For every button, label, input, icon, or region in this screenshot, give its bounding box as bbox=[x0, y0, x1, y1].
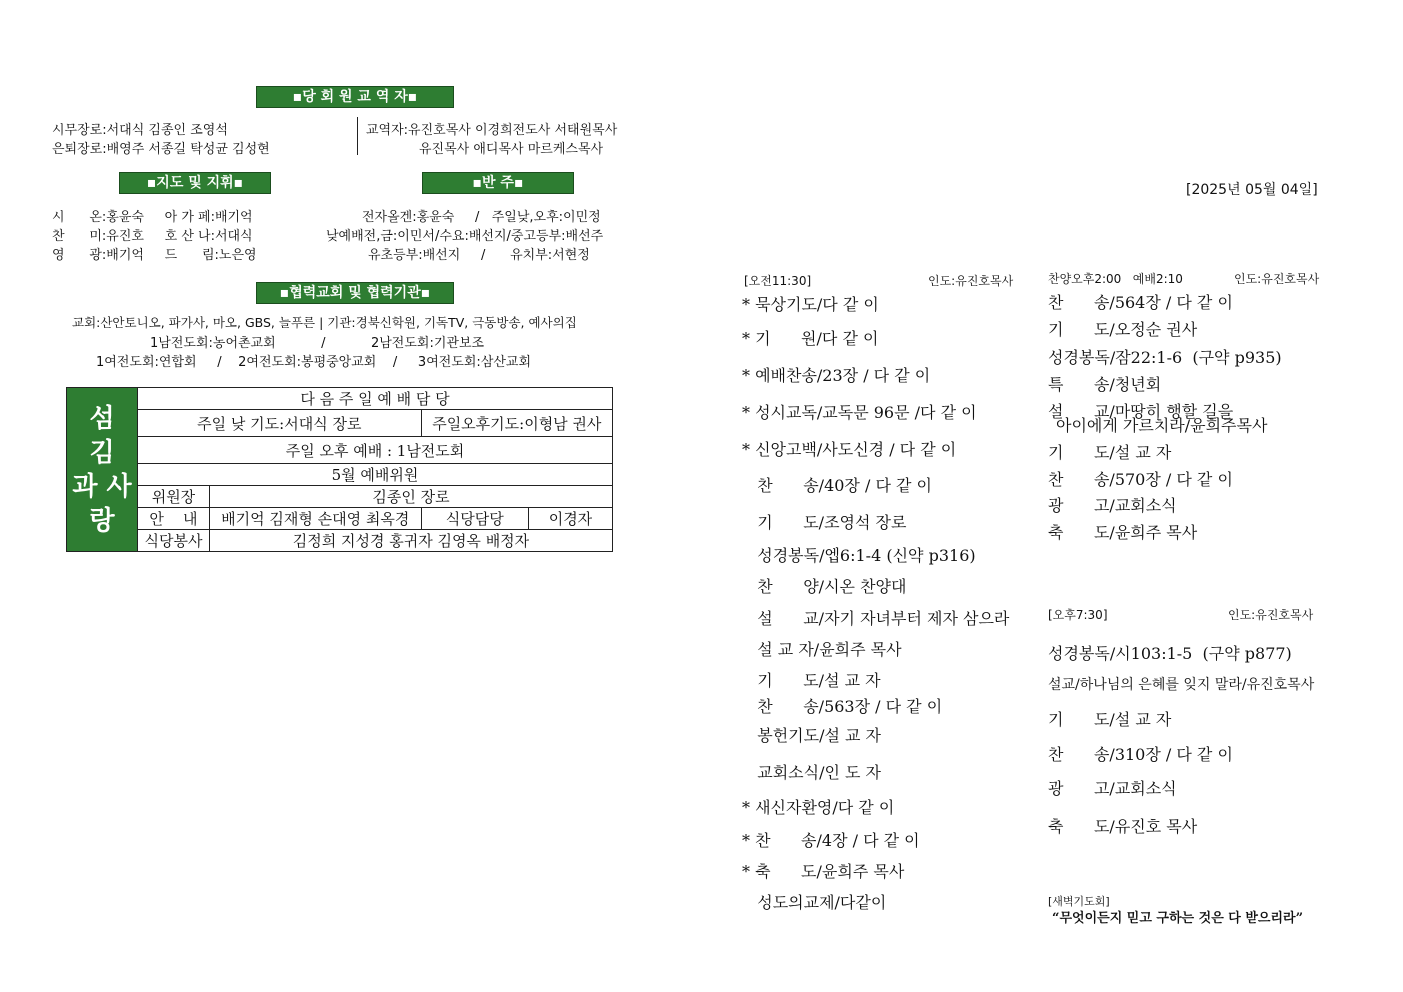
lead-heading: ▪지도 및 지휘▪ bbox=[119, 172, 271, 194]
order-item: 기 도/설 교 자 bbox=[1048, 443, 1172, 462]
staff-line-1: 교역자:유진호목사 이경희전도사 서태원목사 bbox=[366, 123, 618, 138]
accompany-heading: ▪반 주▪ bbox=[422, 172, 574, 194]
order-item: * 묵상기도/다 같 이 bbox=[742, 295, 879, 314]
morning-header-leader: 인도:유진호목사 bbox=[928, 274, 1014, 288]
table-kitchen-label: 식당담당 bbox=[421, 508, 528, 530]
table-prayer-noon: 주일 낮 기도:서대식 장로 bbox=[138, 410, 422, 437]
next-week-duty-table bbox=[66, 387, 613, 552]
order-item: * 성시교독/교독문 96문 /다 같 이 bbox=[742, 403, 977, 422]
table-chair-label: 위원장 bbox=[138, 486, 210, 508]
accompany-line-3: 유초등부:배선지 / 유치부:서현정 bbox=[368, 248, 590, 263]
evening-header-leader: 인도:유진호목사 bbox=[1228, 608, 1314, 622]
table-committee-title: 5월 예배위원 bbox=[138, 464, 613, 486]
accompany-line-2: 낮예배전,금:이민서/수요:배선지/중고등부:배선주 bbox=[326, 229, 604, 244]
partner-line-2: 1남전도회:농어촌교회 / 2남전도회:기관보조 bbox=[150, 336, 485, 351]
order-item: 축 도/유진호 목사 bbox=[1048, 817, 1198, 836]
lead-line-1: 시 온:홍윤숙 아 가 페:배기억 bbox=[52, 210, 253, 225]
lead-line-2: 찬 미:유진호 호 산 나:서대식 bbox=[52, 229, 253, 244]
evening-header-time: [오후7:30] bbox=[1048, 608, 1108, 622]
table-kitchen-service-names: 김정희 지성경 홍귀자 김영옥 배정자 bbox=[209, 530, 612, 552]
order-item: 기 도/설 교 자 bbox=[1048, 710, 1172, 729]
order-item: 설 교/자기 자녀부터 제자 삼으라 bbox=[742, 609, 1010, 628]
order-item: 봉헌기도/설 교 자 bbox=[742, 726, 882, 745]
table-afternoon-service: 주일 오후 예배 : 1남전도회 bbox=[138, 437, 613, 464]
order-item: 설교/하나님의 은혜를 잊지 말라/유진호목사 bbox=[1048, 677, 1315, 693]
table-prayer-afternoon: 주일오후기도:이형남 권사 bbox=[421, 410, 612, 437]
order-item: 성도의교제/다같이 bbox=[742, 893, 887, 912]
table-side-label: 섬 김 과 사 랑 bbox=[67, 388, 138, 552]
retired-elders: 은퇴장로:배영주 서종길 탁성균 김성현 bbox=[52, 142, 270, 157]
partner-line-3: 1여전도회:연합회 / 2여전도회:봉평중앙교회 / 3여전도회:삼산교회 bbox=[96, 355, 532, 370]
divider bbox=[357, 117, 358, 155]
order-item: 찬 송/563장 / 다 같 이 bbox=[742, 697, 943, 716]
order-item: 광 고/교회소식 bbox=[1048, 779, 1177, 798]
order-item: 설 교 자/윤희주 목사 bbox=[742, 640, 902, 659]
table-kitchen-service-label: 식당봉사 bbox=[138, 530, 210, 552]
table-row-title: 다 음 주 일 예 배 담 당 bbox=[138, 388, 613, 410]
staff-line-2: 유진목사 애디목사 마르케스목사 bbox=[419, 142, 604, 157]
order-item: 성경봉독/시103:1-5 (구약 p877) bbox=[1048, 644, 1292, 663]
order-item: * 새신자환영/다 같 이 bbox=[742, 798, 895, 817]
morning-header-time: [오전11:30] bbox=[744, 274, 812, 288]
accompany-line-1: 전자올겐:홍윤숙 / 주일낮,오후:이민정 bbox=[362, 210, 601, 225]
dawn-verse: “무엇이든지 믿고 구하는 것은 다 받으리라” bbox=[1052, 911, 1304, 926]
order-item: 찬 송/310장 / 다 같 이 bbox=[1048, 745, 1233, 764]
elders-heading: ▪당 회 원 교 역 자▪ bbox=[256, 86, 454, 108]
order-item: 찬 송/40장 / 다 같 이 bbox=[742, 476, 932, 495]
partner-line-1: 교회:산안토니오, 파가사, 마오, GBS, 늘푸른 | 기관:경북신학원, 기독TV, 극동방송, 예사의집 bbox=[72, 315, 577, 330]
table-kitchen-name: 이경자 bbox=[528, 508, 612, 530]
table-chair-name: 김종인 장로 bbox=[209, 486, 612, 508]
order-item: 기 도/조영석 장로 bbox=[742, 513, 907, 532]
order-item: 교회소식/인 도 자 bbox=[742, 763, 882, 782]
order-item: 찬 송/564장 / 다 같 이 bbox=[1048, 293, 1233, 312]
partner-heading: ▪협력교회 및 협력기관▪ bbox=[256, 282, 454, 304]
lead-line-3: 영 광:배기억 드 림:노은영 bbox=[52, 248, 257, 263]
order-item: 찬 양/시온 찬양대 bbox=[742, 577, 907, 596]
afternoon-header-leader: 인도:유진호목사 bbox=[1234, 272, 1320, 286]
order-item: 광 고/교회소식 bbox=[1048, 496, 1177, 515]
order-item: * 신앙고백/사도신경 / 다 같 이 bbox=[742, 440, 957, 459]
order-item: 찬 송/570장 / 다 같 이 bbox=[1048, 470, 1233, 489]
bulletin-date: [2025년 05월 04일] bbox=[1186, 182, 1318, 198]
table-usher-names: 배기억 김재형 손대영 최옥경 bbox=[209, 508, 421, 530]
order-item: * 예배찬송/23장 / 다 같 이 bbox=[742, 366, 931, 385]
order-item: 설 교/마땅히 행할 길을 bbox=[1048, 402, 1234, 421]
order-item: 특 송/청년회 bbox=[1048, 375, 1162, 394]
active-elders: 시무장로:서대식 김종인 조영석 bbox=[52, 123, 228, 138]
order-item: 성경봉독/잠22:1-6 (구약 p935) bbox=[1048, 348, 1282, 367]
dawn-label: [새벽기도회] bbox=[1048, 895, 1110, 908]
table-usher-label: 안 내 bbox=[138, 508, 210, 530]
order-item: 아이에게 가르치라/윤희주목사 bbox=[1056, 416, 1268, 435]
order-item: * 축 도/윤희주 목사 bbox=[742, 862, 905, 881]
order-item: 기 도/설 교 자 bbox=[742, 671, 881, 690]
order-item: 축 도/윤희주 목사 bbox=[1048, 523, 1198, 542]
order-item: 기 도/오정순 권사 bbox=[1048, 320, 1198, 339]
afternoon-header-time: 찬양오후2:00 예배2:10 bbox=[1048, 272, 1183, 286]
order-item: * 찬 송/4장 / 다 같 이 bbox=[742, 831, 920, 850]
order-item: 성경봉독/엡6:1-4 (신약 p316) bbox=[742, 546, 976, 565]
order-item: * 기 원/다 같 이 bbox=[742, 329, 879, 348]
